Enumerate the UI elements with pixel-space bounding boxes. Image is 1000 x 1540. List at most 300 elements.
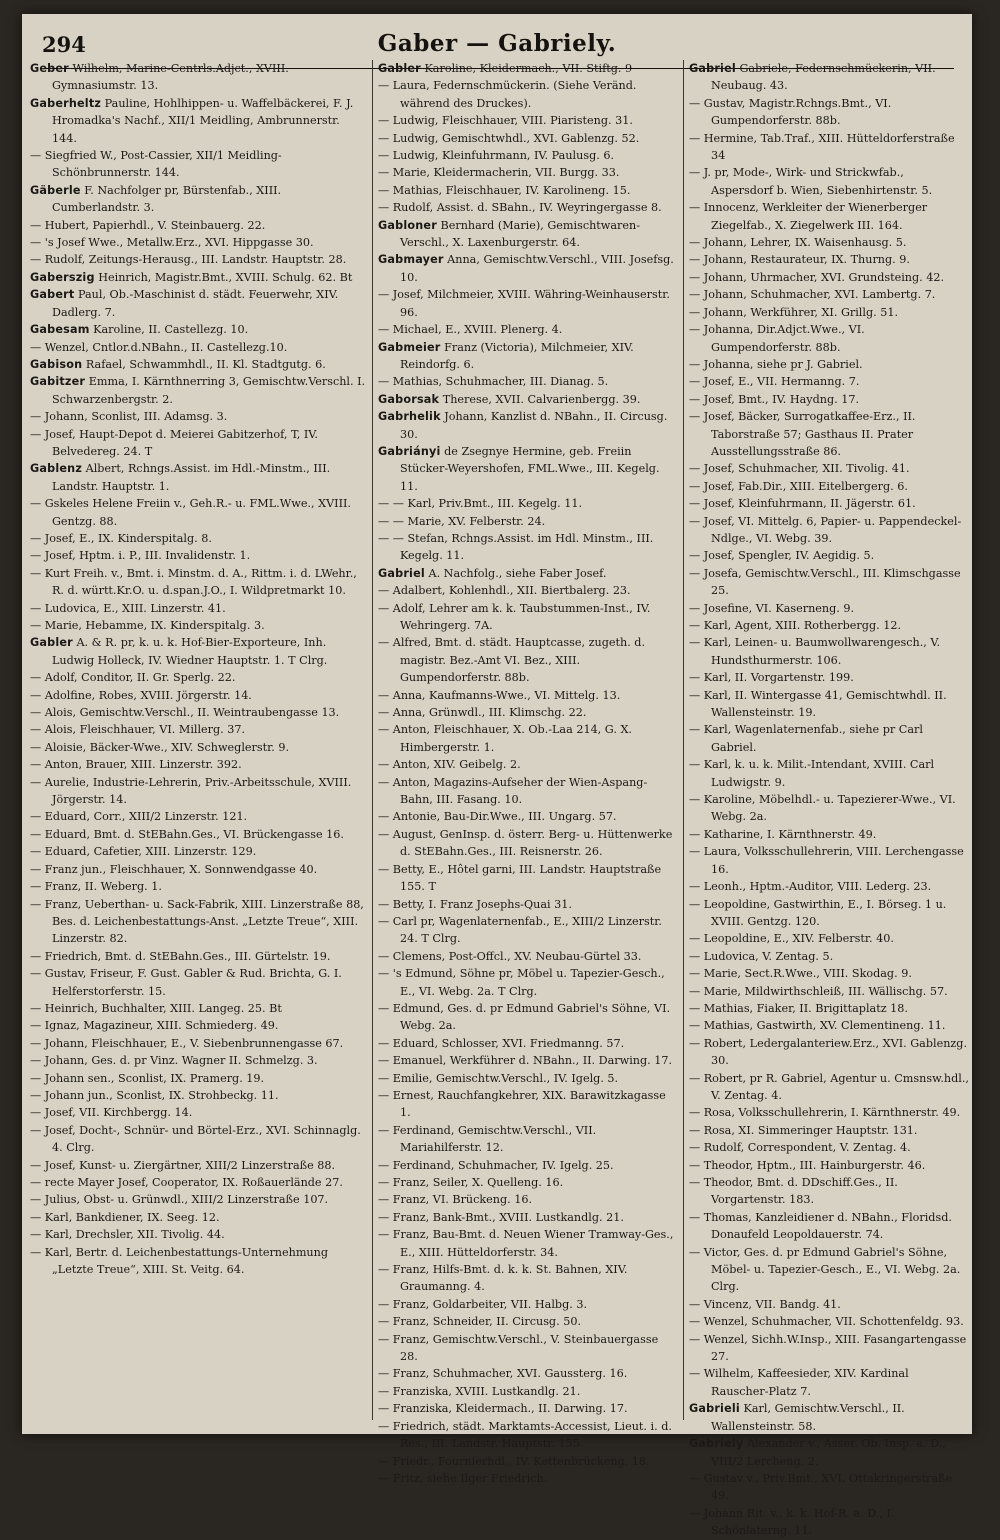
directory-entry bbox=[689, 513, 969, 548]
entry-text: — Heinrich, Buchhalter, XIII. Langeg. 25. Bt bbox=[30, 1001, 282, 1015]
directory-entry bbox=[30, 600, 368, 617]
directory-entry bbox=[378, 530, 678, 565]
directory-entry bbox=[30, 182, 368, 217]
entry-surname: Gäberle bbox=[30, 183, 81, 197]
directory-entry bbox=[689, 1470, 969, 1505]
entry-text: — Ludovica, V. Zentag. 5. bbox=[689, 949, 834, 963]
entry-text: — Josef, Milchmeier, XVIII. Währing-Weinhauserstr. 96. bbox=[378, 288, 670, 319]
directory-entry bbox=[378, 251, 678, 286]
entry-text: — Josef, Schuhmacher, XII. Tivolig. 41. bbox=[689, 462, 910, 476]
directory-entry bbox=[30, 1017, 368, 1034]
entry-text: — Anton, Fleischhauer, X. Ob.-Laa 214, G. X. Himbergerstr. 1. bbox=[378, 723, 632, 754]
entry-text: — Johann sen., Sconlist, IX. Pramerg. 19. bbox=[30, 1071, 265, 1085]
entry-text: — Theodor, Hptm., III. Hainburgerstr. 46. bbox=[689, 1158, 926, 1172]
directory-entry bbox=[30, 217, 368, 234]
directory-entry bbox=[689, 1104, 969, 1121]
directory-page bbox=[22, 14, 972, 1538]
directory-entry bbox=[689, 1313, 969, 1330]
entry-surname: Gablenz bbox=[30, 462, 83, 476]
directory-entry bbox=[30, 634, 368, 669]
entry-text: — Ernest, Rauchfangkehrer, XIX. Barawitzkagasse 1. bbox=[378, 1088, 666, 1120]
directory-entry bbox=[378, 634, 678, 686]
entry-text: — Josef, E., IX. Kinderspitalg. 8. bbox=[30, 531, 212, 545]
directory-entry bbox=[30, 1174, 368, 1191]
entry-surname: Gabler bbox=[378, 62, 421, 75]
directory-entry bbox=[30, 965, 368, 1000]
entry-text: — Karl, Agent, XIII. Rotherbergg. 12. bbox=[689, 619, 902, 632]
directory-entry bbox=[689, 234, 969, 251]
directory-entry bbox=[30, 1191, 368, 1208]
page-number: 294 bbox=[42, 32, 86, 57]
directory-entry bbox=[30, 948, 368, 965]
entry-text: — Ignaz, Magazineur, XIII. Schmiederg. 49. bbox=[30, 1019, 279, 1033]
directory-entry bbox=[378, 286, 678, 321]
directory-entry bbox=[689, 948, 969, 965]
entry-text: Anna, Gemischtw.Verschl., VIII. Josefsg. 10. bbox=[400, 253, 674, 284]
directory-entry bbox=[30, 147, 368, 182]
directory-entry bbox=[689, 721, 969, 756]
directory-entry bbox=[378, 443, 678, 495]
entry-text: — Anton, XIV. Geibelg. 2. bbox=[378, 758, 521, 772]
directory-entry bbox=[689, 356, 969, 373]
directory-entry bbox=[689, 930, 969, 947]
directory-entry bbox=[689, 1296, 969, 1313]
entry-text: — Gustav v., Priv.Bmt., XVI. Ottakringerstraße 49. bbox=[689, 1471, 953, 1503]
directory-entry bbox=[30, 1244, 368, 1279]
entry-text: — Betty, I. Franz Josephs-Quai 31. bbox=[378, 897, 572, 911]
entry-text: — Kurt Freih. v., Bmt. i. Minstm. d. A., Rittm. i. d. LWehr., R. d. württ.Kr.O. u. d.span.J.O., I. Wildpretmarkt 10. bbox=[30, 566, 357, 598]
directory-entry bbox=[689, 1157, 969, 1174]
entry-text: — Friedr., Fournierhdl., IV. Kettenbrückeng. 18. bbox=[378, 1454, 650, 1468]
entry-text: — Franziska, Kleidermach., II. Darwing. 17. bbox=[378, 1402, 628, 1416]
entry-text: — Alois, Fleischhauer, VI. Millerg. 37. bbox=[30, 723, 246, 737]
directory-entry bbox=[378, 965, 678, 1000]
entry-text: Heinrich, Magistr.Bmt., XVIII. Schulg. 62. Bt bbox=[98, 270, 353, 284]
entry-text: — Franz, Hilfs-Bmt. d. k. k. St. Bahnen, XIV. Graumanng. 4. bbox=[378, 1263, 628, 1294]
entry-text: — Karl, Wagenlaternenfab., siehe pr Carl Gabriel. bbox=[689, 723, 923, 754]
directory-entry bbox=[378, 339, 678, 374]
directory-entry bbox=[30, 251, 368, 268]
directory-entry bbox=[30, 373, 368, 408]
directory-entry bbox=[378, 1035, 678, 1052]
entry-text: — — Stefan, Rchngs.Assist. im Hdl. Minstm., III. Kegelg. 11. bbox=[378, 531, 654, 563]
entry-text: — Fritz, siehe Ilger Friedrich. bbox=[378, 1471, 548, 1485]
entry-text: — Katharine, I. Kärnthnerstr. 49. bbox=[689, 827, 877, 841]
entry-text: — Karl, II. Vorgartenstr. 199. bbox=[689, 671, 854, 685]
directory-entry bbox=[689, 965, 969, 982]
entry-text: — Franz, Ueberthan- u. Sack-Fabrik, XIII. Linzerstraße 88, Bes. d. Leichenbestattungs-Anst. „Letzte Treue“, XIII. Linzerstr. 82. bbox=[30, 897, 364, 946]
entry-surname: Gaberszig bbox=[30, 270, 95, 284]
entry-text: — Johann Rit. v., k. k. Hof-R. a. D., I. Schönlaterng. 11. bbox=[689, 1506, 895, 1538]
directory-entry bbox=[30, 704, 368, 721]
directory-entry bbox=[378, 1087, 678, 1122]
directory-entry bbox=[689, 1400, 969, 1435]
directory-entry bbox=[30, 269, 368, 286]
entry-text: de Zsegnye Hermine, geb. Freiin Stücker-Weyershofen, FML.Wwe., III. Kegelg. 11. bbox=[400, 444, 660, 493]
directory-entry bbox=[378, 321, 678, 338]
entry-surname: Gabmeier bbox=[378, 340, 441, 354]
entry-text: — Ferdinand, Schuhmacher, IV. Igelg. 25. bbox=[378, 1158, 614, 1172]
directory-entry bbox=[689, 1122, 969, 1139]
directory-entry bbox=[30, 1070, 368, 1087]
directory-entry bbox=[689, 1035, 969, 1070]
directory-entry bbox=[30, 1226, 368, 1243]
directory-entry bbox=[378, 217, 678, 252]
directory-entry bbox=[30, 495, 368, 530]
directory-entry bbox=[689, 634, 969, 669]
entry-text: Albert, Rchngs.Assist. im Hdl.-Minstm., III. Landstr. Hauptstr. 1. bbox=[52, 462, 331, 493]
directory-entry bbox=[689, 600, 969, 617]
entry-surname: Gaberheltz bbox=[30, 96, 102, 110]
directory-entry bbox=[689, 896, 969, 931]
directory-entry bbox=[30, 1122, 368, 1157]
entry-text: — Gustav, Magistr.Rchngs.Bmt., VI. Gumpendorferstr. 88b. bbox=[689, 96, 892, 128]
directory-entry bbox=[689, 478, 969, 495]
directory-entry bbox=[689, 286, 969, 303]
directory-entry bbox=[30, 843, 368, 860]
entry-text: — Johanna, Dir.Adjct.Wwe., VI. Gumpendorferstr. 88b. bbox=[689, 323, 865, 354]
entry-text: — Rudolf, Assist. d. SBahn., IV. Weyringergasse 8. bbox=[378, 201, 662, 215]
entry-text: — Laura, Volksschullehrerin, VIII. Lerchengasse 16. bbox=[689, 845, 964, 876]
directory-entry bbox=[689, 687, 969, 722]
directory-entry bbox=[30, 808, 368, 825]
entry-text: A. Nachfolg., siehe Faber Josef. bbox=[428, 566, 607, 580]
entry-surname: Gabmayer bbox=[378, 253, 444, 267]
directory-entry bbox=[378, 1191, 678, 1208]
entry-text: — Betty, E., Hôtel garni, III. Landstr. Hauptstraße 155. T bbox=[378, 862, 662, 894]
entry-text: — Johann, Restaurateur, IX. Thurng. 9. bbox=[689, 253, 910, 267]
entry-text: Alexander v., Asser. Ob. Insp. a. D., VIII/2 Lercheng. 2. bbox=[711, 1437, 946, 1468]
directory-entry bbox=[378, 1296, 678, 1313]
entry-text: — Anton, Magazins-Aufseher der Wien-Aspang-Bahn, III. Fasang. 10. bbox=[378, 775, 648, 807]
entry-text: Franz (Victoria), Milchmeier, XIV. Reindorfg. 6. bbox=[400, 340, 634, 371]
directory-entry bbox=[689, 1017, 969, 1034]
directory-entry bbox=[689, 199, 969, 234]
directory-entry bbox=[378, 826, 678, 861]
directory-entry bbox=[30, 60, 368, 95]
entry-text: — Hubert, Papierhdl., V. Steinbauerg. 22. bbox=[30, 218, 266, 232]
entry-text: — Wilhelm, Kaffeesieder, XIV. Kardinal Rauscher-Platz 7. bbox=[689, 1367, 909, 1398]
entry-text: — Adolfine, Robes, XVIII. Jörgerstr. 14. bbox=[30, 688, 252, 702]
entry-text: — Rudolf, Correspondent, V. Zentag. 4. bbox=[689, 1141, 911, 1155]
directory-entry bbox=[689, 791, 969, 826]
entry-text: — Alfred, Bmt. d. städt. Hauptcasse, zugeth. d. magistr. Bez.-Amt VI. Bez., XIII. Gumpendorferstr. 88b. bbox=[378, 636, 646, 685]
directory-entry bbox=[30, 687, 368, 704]
entry-text: — Ferdinand, Gemischtw.Verschl., VII. Mariahilferstr. 12. bbox=[378, 1123, 597, 1155]
entry-text: — Johann, Uhrmacher, XVI. Grundsteing. 42. bbox=[689, 270, 945, 284]
entry-text: — recte Mayer Josef, Cooperator, IX. Roßauerlände 27. bbox=[30, 1176, 343, 1189]
entry-text: — Franz, VI. Brückeng. 16. bbox=[378, 1193, 533, 1207]
entry-text: — Karl, II. Wintergasse 41, Gemischtwhdl. II. Wallensteinstr. 19. bbox=[689, 688, 947, 720]
directory-entry bbox=[689, 1505, 969, 1540]
entry-text: — Karl, Drechsler, XII. Tivolig. 44. bbox=[30, 1228, 225, 1242]
entry-text: — Mathias, Fiaker, II. Brigittaplatz 18. bbox=[689, 1001, 908, 1015]
directory-entry bbox=[689, 304, 969, 321]
entry-text: — Rosa, Volksschullehrerin, I. Kärnthnerstr. 49. bbox=[689, 1106, 961, 1120]
directory-entry bbox=[30, 861, 368, 878]
entry-text: — Aloisie, Bäcker-Wwe., XIV. Schweglerstr. 9. bbox=[30, 740, 290, 754]
entry-text: F. Nachfolger pr, Bürstenfab., XIII. Cumberlandstr. 3. bbox=[52, 183, 282, 215]
entry-text: — Karl, Leinen- u. Baumwollwarengesch., V. Hundsthurmerstr. 106. bbox=[689, 636, 941, 667]
entry-text: — Vincenz, VII. Bandg. 41. bbox=[689, 1297, 841, 1311]
entry-text: — Robert, pr R. Gabriel, Agentur u. Cmsnsw.hdl., V. Zentag. 4. bbox=[689, 1071, 969, 1102]
directory-entry bbox=[689, 408, 969, 460]
entry-text: — Theodor, Bmt. d. DDschiff.Ges., II. Vorgartenstr. 183. bbox=[689, 1176, 898, 1207]
directory-entry bbox=[30, 234, 368, 251]
entry-text: — Johanna, siehe pr J. Gabriel. bbox=[689, 357, 863, 371]
entry-text: — Thomas, Kanzleidiener d. NBahn., Floridsd. Donaufeld Leopoldauerstr. 74. bbox=[689, 1210, 952, 1242]
directory-entry bbox=[378, 391, 678, 408]
directory-entry bbox=[378, 77, 678, 112]
entry-text: — Karl, Bertr. d. Leichenbestattungs-Unternehmung „Letzte Treue“, XIII. St. Veitg. 64. bbox=[30, 1245, 329, 1277]
directory-entry bbox=[30, 721, 368, 738]
entry-text: — Edmund, Ges. d. pr Edmund Gabriel's Söhne, VI. Webg. 2a. bbox=[378, 1001, 671, 1033]
directory-entry bbox=[689, 321, 969, 356]
directory-entry bbox=[30, 339, 368, 356]
page-header bbox=[22, 28, 972, 62]
entry-text: — Franz, Bank-Bmt., XVIII. Lustkandlg. 21. bbox=[378, 1210, 624, 1224]
entry-text: — Anna, Grünwdl., III. Klimschg. 22. bbox=[378, 706, 587, 720]
directory-entry bbox=[689, 826, 969, 843]
entry-text: — Josefa, Gemischtw.Verschl., III. Klimschgasse 25. bbox=[689, 566, 961, 598]
directory-entry bbox=[689, 391, 969, 408]
entry-text: — Karoline, Möbelhdl.- u. Tapezierer-Wwe., VI. Webg. 2a. bbox=[689, 793, 956, 824]
directory-entry bbox=[378, 1418, 678, 1453]
entry-text: — Adolf, Conditor, II. Gr. Sperlg. 22. bbox=[30, 671, 236, 685]
entry-text: — Karl, Bankdiener, IX. Seeg. 12. bbox=[30, 1210, 220, 1224]
directory-entry bbox=[378, 147, 678, 164]
directory-entry bbox=[30, 739, 368, 756]
directory-entry bbox=[689, 164, 969, 199]
directory-entry bbox=[689, 495, 969, 512]
directory-entry bbox=[689, 547, 969, 564]
directory-entry bbox=[378, 582, 678, 599]
entry-text: Karl, Gemischtw.Verschl., II. Wallensteinstr. 58. bbox=[711, 1402, 905, 1433]
directory-entry bbox=[378, 164, 678, 181]
directory-entry bbox=[30, 1035, 368, 1052]
entry-text: Wilhelm, Marine-Centrls.Adjct., XVIII. Gymnasiumstr. 13. bbox=[52, 62, 289, 93]
column-right bbox=[689, 60, 969, 1538]
entry-text: — Robert, Ledergalanteriew.Erz., XVI. Gablenzg. 30. bbox=[689, 1036, 968, 1068]
entry-text: — Ludovica, E., XIII. Linzerstr. 41. bbox=[30, 601, 226, 615]
entry-text: Karoline, II. Castellezg. 10. bbox=[93, 323, 249, 337]
entry-text: — Johann, Sconlist, III. Adamsg. 3. bbox=[30, 410, 228, 424]
directory-entry bbox=[378, 1226, 678, 1261]
directory-entry bbox=[30, 460, 368, 495]
directory-entry bbox=[689, 1000, 969, 1017]
directory-entry bbox=[378, 513, 678, 530]
directory-entry bbox=[378, 1122, 678, 1157]
entry-text: — Mathias, Gastwirth, XV. Clementineng. 11. bbox=[689, 1019, 946, 1033]
entry-text: — Josef, Fab.Dir., XIII. Eitelbergerg. 6. bbox=[689, 479, 908, 493]
entry-text: — Franz, Schneider, II. Circusg. 50. bbox=[378, 1315, 582, 1329]
entry-text: — Josef, Haupt-Depot d. Meierei Gabitzerhof, T, IV. Belvedereg. 24. T bbox=[30, 427, 318, 458]
entry-surname: Gabriel bbox=[378, 566, 425, 580]
entry-text: — Marie, Sect.R.Wwe., VIII. Skodag. 9. bbox=[689, 967, 912, 981]
entry-text: — Emilie, Gemischtw.Verschl., IV. Igelg. 5. bbox=[378, 1071, 619, 1085]
directory-entry bbox=[378, 721, 678, 756]
directory-entry bbox=[378, 1470, 678, 1487]
entry-text: Bernhard (Marie), Gemischtwaren-Verschl., X. Laxenburgerstr. 64. bbox=[400, 218, 641, 250]
directory-entry bbox=[30, 1157, 368, 1174]
entry-text: — Franz, Gemischtw.Verschl., V. Steinbauergasse 28. bbox=[378, 1332, 659, 1364]
directory-entry bbox=[689, 1435, 969, 1470]
directory-entry bbox=[689, 251, 969, 268]
entry-text: — Gustav, Friseur, F. Gust. Gabler & Rud. Brichta, G. I. Helferstorferstr. 15. bbox=[30, 967, 342, 998]
directory-entry bbox=[378, 1365, 678, 1382]
entry-text: — Anton, Brauer, XIII. Linzerstr. 392. bbox=[30, 758, 242, 772]
directory-entry bbox=[689, 1244, 969, 1296]
column-left bbox=[30, 60, 368, 1422]
directory-entry bbox=[689, 1331, 969, 1366]
directory-entry bbox=[689, 95, 969, 130]
directory-entry bbox=[689, 1174, 969, 1209]
entry-text: — Johann, Lehrer, IX. Waisenhausg. 5. bbox=[689, 236, 907, 250]
entry-text: — Leonh., Hptm.-Auditor, VIII. Lederg. 23. bbox=[689, 880, 932, 894]
entry-surname: Gabler bbox=[30, 636, 73, 650]
entry-text: — Friedrich, Bmt. d. StEBahn.Ges., III. Gürtelstr. 19. bbox=[30, 949, 331, 963]
directory-entry bbox=[689, 1365, 969, 1400]
directory-entry bbox=[378, 1052, 678, 1069]
entry-surname: Gabrieli bbox=[689, 1402, 740, 1416]
entry-text: — Franziska, XVIII. Lustkandlg. 21. bbox=[378, 1384, 581, 1398]
directory-entry bbox=[689, 1139, 969, 1156]
entry-text: — Josef, Bäcker, Surrogatkaffee-Erz., II. Taborstraße 57; Gasthaus II. Prater Ausstellungsstraße 86. bbox=[689, 410, 916, 458]
entry-text: — Michael, E., XVIII. Plenerg. 4. bbox=[378, 323, 563, 337]
entry-text: — Johann jun., Sconlist, IX. Strohbeckg. 11. bbox=[30, 1088, 279, 1102]
directory-entry bbox=[689, 756, 969, 791]
entry-text: — Innocenz, Werkleiter der Wienerberger Ziegelfab., X. Ziegelwerk III. 164. bbox=[689, 201, 928, 232]
directory-entry bbox=[689, 1070, 969, 1105]
directory-entry bbox=[378, 1383, 678, 1400]
entry-text: — August, GenInsp. d. österr. Berg- u. Hüttenwerke d. StEBahn.Ges., III. Reisnerstr. 26. bbox=[378, 827, 673, 859]
directory-entry bbox=[378, 1400, 678, 1417]
directory-entry bbox=[30, 356, 368, 373]
entry-text: — Ludwig, Gemischtwhdl., XVI. Gablenzg. 52. bbox=[378, 131, 640, 145]
entry-text: — Johann, Ges. d. pr Vinz. Wagner II. Schmelzg. 3. bbox=[30, 1054, 318, 1068]
entry-text: — Leopoldine, E., XIV. Felberstr. 40. bbox=[689, 932, 894, 946]
entry-surname: Geber bbox=[30, 62, 69, 75]
entry-text: — — Karl, Priv.Bmt., III. Kegelg. 11. bbox=[378, 497, 583, 511]
entry-text: — — Marie, XV. Felberstr. 24. bbox=[378, 514, 546, 528]
entry-text: — Johann, Fleischhauer, E., V. Siebenbrunnengasse 67. bbox=[30, 1036, 344, 1050]
entry-surname: Gabitzer bbox=[30, 375, 86, 389]
directory-entry bbox=[30, 756, 368, 773]
entry-text: — 's Josef Wwe., Metallw.Erz., XVI. Hippgasse 30. bbox=[30, 236, 314, 250]
entry-text: — Mathias, Fleischhauer, IV. Karolineng. 15. bbox=[378, 183, 631, 197]
directory-entry bbox=[30, 1104, 368, 1121]
entry-text: — Josef, E., VII. Hermanng. 7. bbox=[689, 375, 860, 389]
directory-entry bbox=[30, 95, 368, 147]
entry-text: — Josef, Hptm. i. P., III. Invalidenstr. 1. bbox=[30, 549, 251, 563]
entry-text: Paul, Ob.-Maschinist d. städt. Feuerwehr, XIV. Dadlerg. 7. bbox=[52, 288, 339, 319]
directory-entry bbox=[30, 1000, 368, 1017]
entry-text: — Ludwig, Kleinfuhrmann, IV. Paulusg. 6. bbox=[378, 149, 615, 163]
directory-entry bbox=[30, 1087, 368, 1104]
entry-text: — Marie, Mildwirthschleiß, III. Wällischg. 57. bbox=[689, 984, 948, 998]
directory-entry bbox=[378, 600, 678, 635]
directory-entry bbox=[378, 774, 678, 809]
entry-text: Pauline, Hohlhippen- u. Waffelbäckerei, F. J. Hromadka's Nachf., XII/1 Meidling, Ambrunnerstr. 144. bbox=[52, 96, 354, 145]
entry-text: — Julius, Obst- u. Grünwdl., XIII/2 Linzerstraße 107. bbox=[30, 1193, 329, 1207]
directory-entry bbox=[378, 1261, 678, 1296]
entry-surname: Gabloner bbox=[378, 218, 437, 232]
directory-entry bbox=[30, 878, 368, 895]
entry-surname: Gabriely bbox=[689, 1437, 744, 1451]
entry-text: — Eduard, Cafetier, XIII. Linzerstr. 129. bbox=[30, 845, 257, 859]
directory-entry bbox=[689, 983, 969, 1000]
entry-text: — Carl pr, Wagenlaternenfab., E., XIII/2 Linzerstr. 24. T Clrg. bbox=[378, 914, 662, 946]
directory-entry bbox=[378, 1331, 678, 1366]
directory-entry bbox=[378, 687, 678, 704]
entry-surname: Gaborsak bbox=[378, 392, 440, 406]
entry-text: — Josef, Kleinfuhrmann, II. Jägerstr. 61. bbox=[689, 497, 916, 511]
entry-text: — Marie, Hebamme, IX. Kinderspitalg. 3. bbox=[30, 619, 265, 632]
directory-entry bbox=[30, 547, 368, 564]
directory-entry bbox=[689, 60, 969, 95]
entry-text: — Josef, Spengler, IV. Aegidig. 5. bbox=[689, 549, 875, 563]
entry-surname: Gabrhelik bbox=[378, 410, 441, 424]
entry-text: — Franz, II. Weberg. 1. bbox=[30, 880, 162, 894]
entry-text: — Karl, k. u. k. Milit.-Intendant, XVIII. Carl Ludwigstr. 9. bbox=[689, 758, 935, 789]
directory-entry bbox=[30, 530, 368, 547]
entry-text: — Eduard, Corr., XIII/2 Linzerstr. 121. bbox=[30, 810, 248, 824]
directory-entry bbox=[689, 843, 969, 878]
entry-text: — Wenzel, Cntlor.d.NBahn., II. Castellezg.10. bbox=[30, 340, 288, 354]
entry-surname: Gabert bbox=[30, 288, 75, 302]
directory-entry bbox=[378, 408, 678, 443]
entry-text: — Friedrich, städt. Marktamts-Accessist, Lieut. i. d. Res., III. Landstr. Hauptstr. 155. bbox=[378, 1419, 672, 1451]
directory-entry bbox=[30, 426, 368, 461]
directory-entry bbox=[30, 896, 368, 948]
entry-text: — Antonie, Bau-Dir.Wwe., III. Ungarg. 57. bbox=[378, 810, 617, 824]
entry-text: — Wenzel, Sichh.W.Insp., XIII. Fasangartengasse 27. bbox=[689, 1332, 967, 1364]
directory-entry bbox=[30, 286, 368, 321]
directory-entry bbox=[378, 1209, 678, 1226]
entry-text: — Laura, Federnschmückerin. (Siehe Veränd. während des Druckes). bbox=[378, 79, 637, 110]
entry-text: — Franz, Goldarbeiter, VII. Halbg. 3. bbox=[378, 1297, 588, 1311]
entry-text: — Josef, Bmt., IV. Haydng. 17. bbox=[689, 392, 860, 406]
directory-entry bbox=[30, 826, 368, 843]
entry-text: — Rosa, XI. Simmeringer Hauptstr. 131. bbox=[689, 1123, 918, 1137]
entry-text: — Josef, Kunst- u. Ziergärtner, XIII/2 Linzerstraße 88. bbox=[30, 1158, 336, 1172]
entry-text: Johann, Kanzlist d. NBahn., II. Circusg. 30. bbox=[400, 410, 668, 441]
entry-text: — Siegfried W., Post-Cassier, XII/1 Meidling-Schönbrunnerstr. 144. bbox=[30, 149, 282, 180]
entry-text: — Josef, Docht-, Schnür- und Börtel-Erz., XVI. Schinnaglg. 4. Clrg. bbox=[30, 1123, 361, 1155]
entry-text: — Eduard, Schlosser, XVI. Friedmanng. 57. bbox=[378, 1036, 625, 1050]
entry-text: — Mathias, Schuhmacher, III. Dianag. 5. bbox=[378, 375, 609, 389]
directory-entry bbox=[689, 878, 969, 895]
column-middle bbox=[378, 60, 678, 1485]
entry-text: Emma, I. Kärnthnerring 3, Gemischtw.Verschl. I. Schwarzenbergstr. 2. bbox=[52, 375, 366, 406]
entry-text: — Wenzel, Schuhmacher, VII. Schottenfeldg. 93. bbox=[689, 1315, 964, 1329]
directory-entry bbox=[378, 112, 678, 129]
directory-entry bbox=[30, 669, 368, 686]
entry-text: Gabriele, Federnschmückerin, VII. Neubaug. 43. bbox=[711, 62, 936, 93]
directory-entry bbox=[378, 373, 678, 390]
column-divider bbox=[683, 60, 684, 1420]
directory-entry bbox=[378, 60, 678, 77]
directory-entry bbox=[689, 460, 969, 477]
directory-entry bbox=[689, 373, 969, 390]
entry-text: — Adolf, Lehrer am k. k. Taubstummen-Inst., IV. Wehringerg. 7A. bbox=[378, 601, 651, 632]
entry-surname: Gabriányi bbox=[378, 444, 441, 458]
entry-text: — Hermine, Tab.Traf., XIII. Hütteldorferstraße 34 bbox=[689, 131, 955, 163]
directory-entry bbox=[378, 704, 678, 721]
entry-text: — J. pr, Mode-, Wirk- und Strickwfab., Aspersdorf b. Wien, Siebenhirtenstr. 5. bbox=[689, 166, 933, 197]
entry-text: — Victor, Ges. d. pr Edmund Gabriel's Söhne, Möbel- u. Tapezier-Gesch., E., VI. Webg. 2a. Clrg. bbox=[689, 1245, 961, 1294]
entry-text: — Josefine, VI. Kaserneng. 9. bbox=[689, 601, 855, 615]
